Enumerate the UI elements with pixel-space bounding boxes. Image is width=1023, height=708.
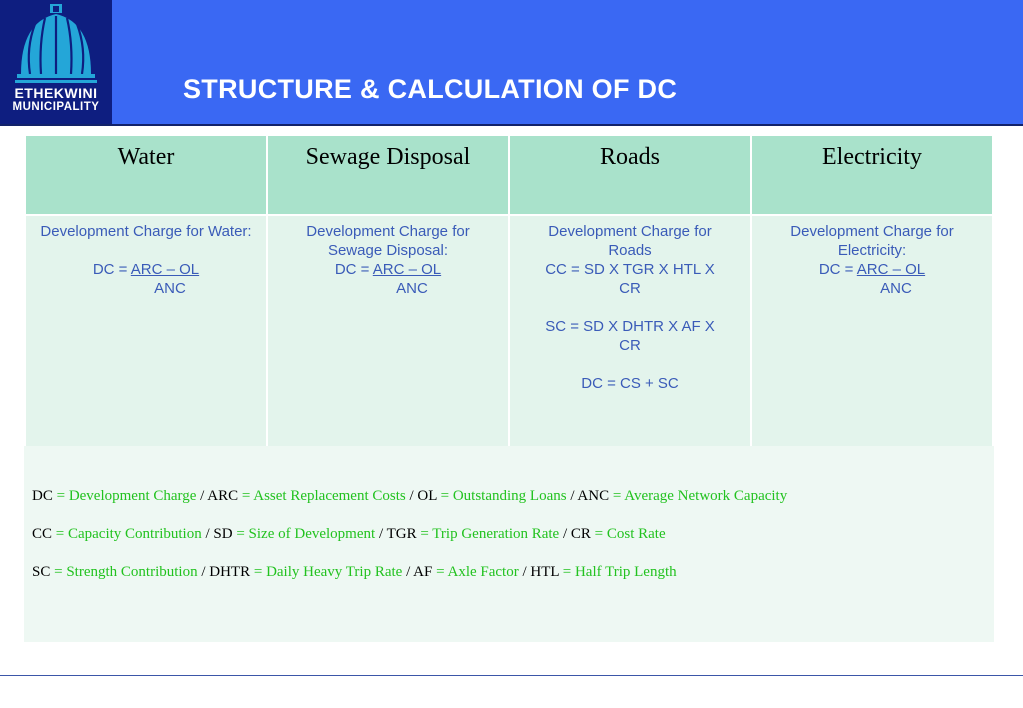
header-divider: [0, 124, 1023, 126]
legend-definition: Outstanding Loans: [452, 488, 567, 504]
water-dc-label: DC =: [92, 261, 131, 278]
spacer: [26, 241, 266, 260]
legend-separator: /: [375, 526, 387, 542]
roads-desc-2: Roads: [608, 242, 652, 259]
sewage-numerator: ARC – OL: [372, 261, 442, 278]
legend-eq: =: [52, 526, 68, 542]
legend-abbr: ARC: [207, 488, 239, 504]
sewage-dc-label: DC =: [334, 261, 373, 278]
legend-definition: Daily Heavy Trip Rate: [266, 564, 403, 580]
logo-text-ethekwini: ETHEKWINI: [14, 85, 98, 101]
legend-definition: Strength Contribution: [66, 564, 198, 580]
water-numerator: ARC – OL: [130, 261, 200, 278]
header-electricity: Electricity: [751, 135, 993, 215]
page-title: STRUCTURE & CALCULATION OF DC: [183, 74, 678, 104]
legend-abbr: SD: [213, 526, 233, 542]
legend-definition: Capacity Contribution: [67, 526, 202, 542]
header-sewage-disposal: Sewage Disposal: [267, 135, 509, 215]
legend-abbr: CC: [32, 526, 53, 542]
legend-eq: =: [416, 526, 433, 542]
legend-separator: /: [405, 488, 418, 504]
legend-eq: =: [232, 526, 249, 542]
municipality-logo: [0, 0, 112, 124]
legend-abbr: OL: [417, 488, 437, 504]
logo-text-municipality: MUNICIPALITY: [12, 101, 100, 113]
legend-separator: /: [196, 488, 208, 504]
legend-abbr: TGR: [386, 526, 417, 542]
table-header-row: [25, 135, 993, 215]
header-water: Water: [25, 135, 267, 215]
legend-row-1: [32, 488, 787, 505]
legend-definition: Average Network Capacity: [624, 488, 788, 504]
footer-divider: [0, 675, 1023, 676]
sewage-denominator: ANC: [396, 280, 428, 297]
sewage-formula: [268, 260, 508, 279]
roads-desc-1: Development Charge for: [548, 223, 712, 240]
legend-abbr: CR: [570, 526, 591, 542]
header-roads: Roads: [509, 135, 751, 215]
legend-eq: =: [609, 488, 625, 504]
abbreviation-legend: [24, 446, 994, 642]
roads-sc-formula: SC = SD X DHTR X AF X: [545, 318, 715, 335]
dc-structure-table: [24, 134, 994, 460]
legend-row-2: [32, 526, 666, 543]
city-hall-dome-icon: [15, 4, 97, 84]
legend-definition: Asset Replacement Costs: [253, 488, 406, 504]
legend-separator: /: [197, 564, 210, 580]
table-body-row: [25, 215, 993, 459]
electricity-formula: [752, 260, 992, 279]
legend-definition: Development Charge: [68, 488, 197, 504]
legend-definition: Cost Rate: [606, 526, 666, 542]
legend-eq: =: [436, 488, 453, 504]
legend-eq: =: [559, 564, 575, 580]
spacer: [510, 298, 750, 317]
legend-eq: =: [432, 564, 448, 580]
water-formula-cell: [25, 215, 267, 459]
legend-separator: /: [518, 564, 531, 580]
legend-abbr: ANC: [577, 488, 610, 504]
legend-separator: /: [559, 526, 571, 542]
spacer: [510, 355, 750, 374]
legend-eq: =: [52, 488, 69, 504]
water-formula: [26, 260, 266, 279]
legend-abbr: DC: [32, 488, 53, 504]
water-denominator: ANC: [154, 280, 186, 297]
legend-separator: /: [402, 564, 414, 580]
roads-sc-formula-cont: CR: [619, 337, 641, 354]
roads-cc-formula-cont: CR: [619, 280, 641, 297]
legend-separator: /: [201, 526, 214, 542]
legend-abbr: DHTR: [209, 564, 251, 580]
roads-dc-formula: DC = CS + SC: [581, 375, 679, 392]
electricity-denominator: ANC: [880, 280, 912, 297]
roads-formula-cell: [509, 215, 751, 459]
legend-abbr: HTL: [530, 564, 559, 580]
electricity-formula-cell: [751, 215, 993, 459]
legend-definition: Half Trip Length: [574, 564, 677, 580]
legend-eq: =: [590, 526, 607, 542]
legend-separator: /: [566, 488, 578, 504]
legend-eq: =: [250, 564, 267, 580]
legend-row-3: [32, 564, 677, 581]
legend-definition: Axle Factor: [447, 564, 519, 580]
legend-eq: =: [238, 488, 254, 504]
electricity-dc-label: DC =: [818, 261, 857, 278]
sewage-desc-2: Sewage Disposal:: [327, 242, 449, 259]
sewage-formula-cell: [267, 215, 509, 459]
legend-definition: Trip Generation Rate: [432, 526, 560, 542]
electricity-desc-2: Electricity:: [837, 242, 907, 259]
water-desc: Development Charge for Water:: [40, 223, 252, 240]
electricity-numerator: ARC – OL: [856, 261, 926, 278]
roads-cc-formula: CC = SD X TGR X HTL X: [545, 261, 715, 278]
legend-definition: Size of Development: [248, 526, 376, 542]
legend-abbr: AF: [413, 564, 433, 580]
legend-abbr: SC: [32, 564, 51, 580]
electricity-desc-1: Development Charge for: [790, 223, 954, 240]
header-bar: [0, 0, 1023, 124]
sewage-desc-1: Development Charge for: [306, 223, 470, 240]
legend-eq: =: [50, 564, 67, 580]
